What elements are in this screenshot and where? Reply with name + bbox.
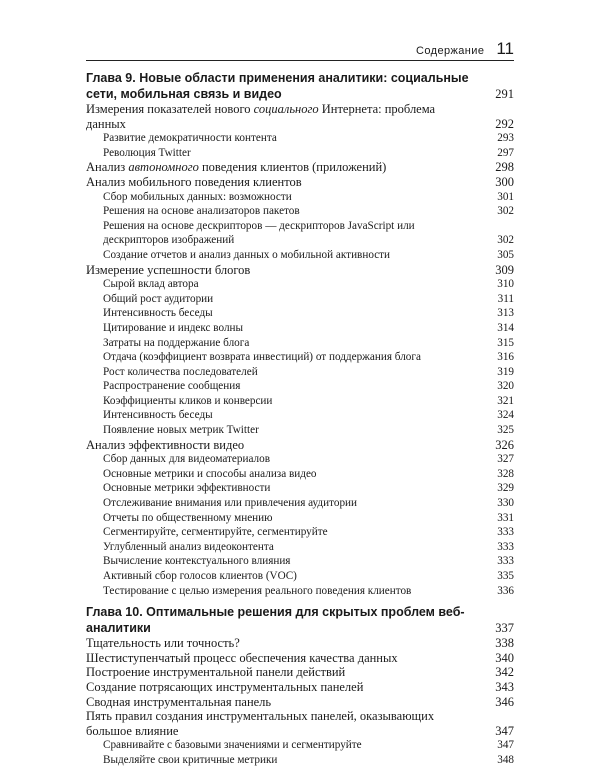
toc-page-number: 313 bbox=[497, 307, 514, 320]
toc-page-number: 328 bbox=[497, 467, 514, 480]
section-title: Содержание bbox=[416, 45, 485, 57]
toc-entry bbox=[86, 481, 514, 496]
toc-entry-title: Основные метрики и способы анализа видео bbox=[103, 467, 317, 480]
toc-page-number: 316 bbox=[497, 351, 514, 364]
toc-entry-title: Построение инструментальной панели действий bbox=[86, 665, 346, 680]
toc-entry bbox=[86, 467, 514, 482]
toc-entry bbox=[86, 738, 514, 753]
toc-entry bbox=[86, 248, 514, 263]
toc-entry bbox=[86, 554, 514, 569]
toc-entry bbox=[86, 496, 514, 511]
toc-entry-title: Появление новых метрик Twitter bbox=[103, 424, 259, 437]
toc-page-number: 340 bbox=[495, 650, 514, 665]
toc-entry-title: Вычисление контекстуального влияния bbox=[103, 555, 291, 568]
toc-entry bbox=[86, 321, 514, 336]
toc-entry-title: Тестирование с целью измерения реального поведения клиентов bbox=[103, 584, 412, 597]
toc-page-number: 302 bbox=[497, 205, 514, 218]
toc-entry bbox=[86, 651, 514, 666]
toc-entry bbox=[86, 511, 514, 526]
toc-page-number: 330 bbox=[497, 497, 514, 510]
toc-entry-title: Глава 10. Оптимальные решения для скрытых проблем веб-аналитики bbox=[86, 605, 465, 636]
toc-entry-title: Шестиступенчатый процесс обеспечения качества данных bbox=[86, 650, 398, 665]
toc-page-number: 310 bbox=[497, 278, 514, 291]
toc-page-number: 331 bbox=[497, 511, 514, 524]
toc-entry-title: Интенсивность беседы bbox=[103, 307, 213, 320]
toc-page-number: 293 bbox=[497, 132, 514, 145]
toc-entry bbox=[86, 292, 514, 307]
toc-page-number: 311 bbox=[497, 292, 514, 305]
toc-page-number: 333 bbox=[497, 540, 514, 553]
toc-page-number: 305 bbox=[497, 248, 514, 261]
toc-entry bbox=[86, 569, 514, 584]
toc-page-number: 291 bbox=[495, 87, 514, 101]
toc-page-number: 319 bbox=[497, 365, 514, 378]
toc-page-number: 329 bbox=[497, 482, 514, 495]
toc-entry bbox=[86, 394, 514, 409]
toc-page-number: 337 bbox=[495, 621, 514, 636]
toc-entry bbox=[86, 695, 514, 710]
toc-entry bbox=[86, 753, 514, 768]
toc-page-number: 297 bbox=[497, 146, 514, 159]
toc-entry-title: Сбор данных для видеоматериалов bbox=[103, 453, 270, 466]
toc-entry bbox=[86, 665, 514, 680]
toc-entry-title: Углубленный анализ видеоконтента bbox=[103, 540, 274, 553]
toc-page-number: 292 bbox=[495, 116, 514, 131]
running-header bbox=[86, 38, 514, 61]
toc-chapter bbox=[86, 70, 514, 102]
toc-entry-title: Создание отчетов и анализ данных о мобильной активности bbox=[103, 248, 391, 261]
toc-page-number: 333 bbox=[497, 555, 514, 568]
toc-page-number: 326 bbox=[495, 437, 514, 452]
toc-entry bbox=[86, 350, 514, 365]
toc-entry-title: Глава 9. Новые области применения аналитики: социальные сети, мобильная связь и видео bbox=[86, 71, 469, 101]
toc-entry-title: Основные метрики эффективности bbox=[103, 482, 271, 495]
toc-entry-title: Отдача (коэффициент возврата инвестиций) от поддержания блога bbox=[103, 351, 421, 364]
toc-page-number: 315 bbox=[497, 336, 514, 349]
toc-page-number: 348 bbox=[497, 753, 514, 766]
toc-page-number: 320 bbox=[497, 380, 514, 393]
toc-page-number: 335 bbox=[497, 570, 514, 582]
toc-entry bbox=[86, 277, 514, 292]
toc-page-number: 342 bbox=[495, 665, 514, 680]
toc-entry-title: Распространение сообщения bbox=[103, 380, 241, 393]
toc-entry-title: Активный сбор голосов клиентов (VOC) bbox=[103, 570, 297, 582]
toc-page-number: 325 bbox=[497, 424, 514, 437]
toc-entry bbox=[86, 306, 514, 321]
toc-page-number: 343 bbox=[495, 679, 514, 694]
toc-page-number: 324 bbox=[497, 409, 514, 422]
toc-entry-title: Пять правил создания инструментальных панелей, оказывающих большое влияние bbox=[86, 709, 435, 738]
toc-entry bbox=[86, 452, 514, 467]
toc-entry bbox=[86, 709, 514, 738]
toc-page-number: 314 bbox=[497, 321, 514, 334]
toc-entry-title: Интенсивность беседы bbox=[103, 409, 213, 422]
toc-entry bbox=[86, 175, 514, 190]
toc-entry-title: Затраты на поддержание блога bbox=[103, 336, 250, 349]
toc-entry-title: Решения на основе анализаторов пакетов bbox=[103, 205, 300, 218]
toc-page-number: 300 bbox=[495, 174, 514, 189]
toc-entry-title: Сегментируйте, сегментируйте, сегментируйте bbox=[103, 526, 328, 539]
toc-entry bbox=[86, 146, 514, 161]
toc-entry-title: Выделяйте свои критичные метрики bbox=[103, 753, 278, 766]
toc-page-number: 321 bbox=[497, 394, 514, 407]
toc-entry-title: Создание потрясающих инструментальных панелей bbox=[86, 679, 364, 694]
toc-page-number: 309 bbox=[495, 262, 514, 277]
toc-page-number: 298 bbox=[495, 160, 514, 175]
toc-entry-title: Тщательность или точность? bbox=[86, 636, 240, 651]
toc-entry-title: Сбор мобильных данных: возможности bbox=[103, 190, 292, 203]
toc-entry bbox=[86, 423, 514, 438]
toc-entry-title: Отслеживание внимания или привлечения аудитории bbox=[103, 497, 358, 510]
toc-page-number: 302 bbox=[497, 234, 514, 247]
toc-chapter bbox=[86, 604, 514, 636]
toc-entry bbox=[86, 160, 514, 175]
toc-page-number: 338 bbox=[495, 636, 514, 651]
toc-entry bbox=[86, 438, 514, 453]
toc-entry-title: Коэффициенты кликов и конверсии bbox=[103, 394, 273, 407]
toc-entry-title: Решения на основе дескрипторов — дескрипторов JavaScript или дескрипторов изображений bbox=[103, 219, 415, 247]
toc-page-number: 333 bbox=[497, 526, 514, 539]
toc-entry bbox=[86, 204, 514, 219]
toc-entry bbox=[86, 408, 514, 423]
toc-entry-title: Цитирование и индекс волны bbox=[103, 321, 244, 334]
toc-entry-title: Революция Twitter bbox=[103, 146, 191, 159]
page-number: 11 bbox=[496, 39, 514, 58]
table-of-contents bbox=[86, 70, 514, 768]
toc-entry-title: Анализ мобильного поведения клиентов bbox=[86, 174, 302, 189]
toc-entry bbox=[86, 219, 514, 248]
toc-page-number: 327 bbox=[497, 453, 514, 466]
toc-page-number: 346 bbox=[495, 694, 514, 709]
toc-page-number: 347 bbox=[495, 723, 514, 738]
toc-entry-title: Сравнивайте с базовыми значениями и сегментируйте bbox=[103, 739, 362, 752]
toc-entry bbox=[86, 636, 514, 651]
toc-entry bbox=[86, 190, 514, 205]
toc-entry-title: Анализ автономного поведения клиентов (приложений) bbox=[86, 160, 387, 175]
toc-page-number: 301 bbox=[497, 190, 514, 203]
toc-entry bbox=[86, 540, 514, 555]
toc-page-number: 336 bbox=[497, 584, 514, 597]
toc-entry bbox=[86, 525, 514, 540]
toc-entry bbox=[86, 379, 514, 394]
toc-entry-title: Сводная инструментальная панель bbox=[86, 694, 272, 709]
toc-entry-title: Рост количества последователей bbox=[103, 365, 258, 378]
toc-entry-title: Развитие демократичности контента bbox=[103, 132, 277, 145]
toc-entry bbox=[86, 336, 514, 351]
toc-entry-title: Измерение успешности блогов bbox=[86, 262, 251, 277]
toc-entry bbox=[86, 365, 514, 380]
toc-entry-title: Анализ эффективности видео bbox=[86, 437, 245, 452]
toc-entry-title: Сырой вклад автора bbox=[103, 278, 199, 291]
toc-entry bbox=[86, 131, 514, 146]
toc-entry-title: Общий рост аудитории bbox=[103, 292, 214, 305]
toc-entry-title: Отчеты по общественному мнению bbox=[103, 511, 273, 524]
toc-entry bbox=[86, 263, 514, 278]
toc-page-number: 347 bbox=[497, 739, 514, 752]
toc-entry bbox=[86, 680, 514, 695]
toc-entry bbox=[86, 584, 514, 599]
toc-entry bbox=[86, 102, 514, 131]
toc-entry-title: Измерения показателей нового социального Интернета: проблема данных bbox=[86, 102, 436, 131]
